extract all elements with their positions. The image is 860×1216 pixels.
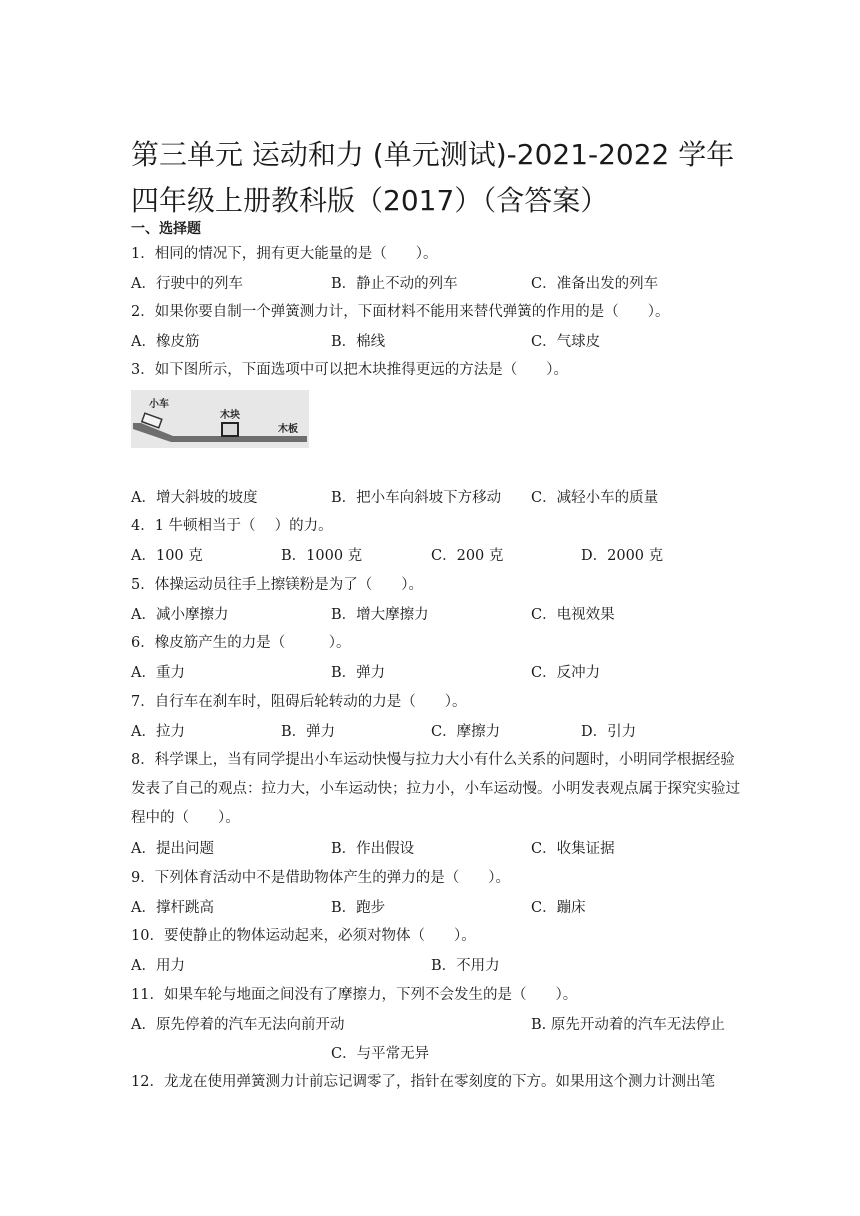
q7-option-d: D．引力: [581, 724, 637, 740]
q7-option-a: A．拉力: [131, 724, 185, 740]
q3-option-c: C．减轻小车的质量: [531, 490, 659, 506]
question-7: 7．自行车在刹车时，阻碍后轮转动的力是（ ）。: [131, 694, 467, 710]
q2-option-a: A．橡皮筋: [131, 334, 200, 350]
q8-option-b: B．作出假设: [331, 841, 415, 857]
q8-option-c: C．收集证据: [531, 841, 615, 857]
q1-option-c: C．准备出发的列车: [531, 276, 659, 292]
q4-option-c: C．200 克: [431, 548, 504, 564]
q8-option-a: A．提出问题: [131, 841, 214, 857]
question-8: 8．科学课上，当有同学提出小车运动快慢与拉力大小有什么关系的问题时，小明同学根据经验发表了自己的观点：拉力大，小车运动快；拉力小，小车运动慢。小明发表观点属于探究实验过程中的（ ）。: [131, 752, 740, 826]
q7-option-b: B．弹力: [281, 724, 336, 740]
section-heading: 一、选择题: [131, 221, 201, 237]
q4-option-d: D．2000 克: [581, 548, 664, 564]
q3-option-b: B．把小车向斜坡下方移动: [331, 490, 502, 506]
question-6: 6．橡皮筋产生的力是（ ）。: [131, 635, 351, 651]
board-label: 木板: [278, 424, 298, 435]
q9-option-a: A．撑杆跳高: [131, 900, 214, 916]
q6-option-a: A．重力: [131, 665, 185, 681]
cart-label: 小车: [149, 399, 169, 410]
q10-option-b: B．不用力: [431, 958, 500, 974]
q11-option-a: A．原先停着的汽车无法向前开动: [131, 1017, 345, 1033]
q4-option-b: B．1000 克: [281, 548, 363, 564]
question-3: 3．如下图所示，下面选项中可以把木块推得更远的方法是（ ）。: [131, 362, 568, 378]
q3-option-a: A．增大斜坡的坡度: [131, 490, 258, 506]
q1-option-a: A．行驶中的列车: [131, 276, 243, 292]
question-9: 9．下列体育活动中不是借助物体产生的弹力的是（ ）。: [131, 870, 510, 886]
q4-option-a: A．100 克: [131, 548, 203, 564]
cart-ramp-figure: [131, 390, 309, 448]
q11-option-b: B. 原先开动着的汽车无法停止: [531, 1017, 725, 1033]
ramp-diagram: [131, 390, 309, 448]
q5-option-c: C．电视效果: [531, 607, 615, 623]
q2-option-b: B．棉线: [331, 334, 386, 350]
document-title: 第三单元 运动和力 (单元测试)-2021-2022 学年四年级上册教科版（2017）（含答案）: [131, 138, 735, 217]
q2-option-c: C．气球皮: [531, 334, 601, 350]
question-11: 11．如果车轮与地面之间没有了摩擦力，下列不会发生的是（ ）。: [131, 987, 578, 1003]
q6-option-b: B．弹力: [331, 665, 386, 681]
question-1: 1．相同的情况下，拥有更大能量的是（ ）。: [131, 246, 438, 262]
question-2: 2．如果你要自制一个弹簧测力计，下面材料不能用来替代弹簧的作用的是（ ）。: [131, 304, 670, 320]
q6-option-c: C．反冲力: [531, 665, 601, 681]
q7-option-c: C．摩擦力: [431, 724, 501, 740]
q5-option-a: A．减小摩擦力: [131, 607, 229, 623]
question-10: 10．要使静止的物体运动起来，必须对物体（ ）。: [131, 928, 476, 944]
question-12: 12．龙龙在使用弹簧测力计前忘记调零了，指针在零刻度的下方。如果用这个测力计测出笔: [131, 1074, 715, 1090]
block-shape: [222, 423, 238, 436]
q11-option-c: C．与平常无异: [331, 1046, 430, 1062]
q1-option-b: B．静止不动的列车: [331, 276, 458, 292]
q10-option-a: A．用力: [131, 958, 185, 974]
question-5: 5．体操运动员往手上擦镁粉是为了（ ）。: [131, 577, 423, 593]
q5-option-b: B．增大摩擦力: [331, 607, 429, 623]
q9-option-b: B．跑步: [331, 900, 386, 916]
block-label: 木块: [220, 410, 240, 421]
question-4: 4．1 牛顿相当于（ ）的力。: [131, 518, 333, 534]
q9-option-c: C．蹦床: [531, 900, 586, 916]
